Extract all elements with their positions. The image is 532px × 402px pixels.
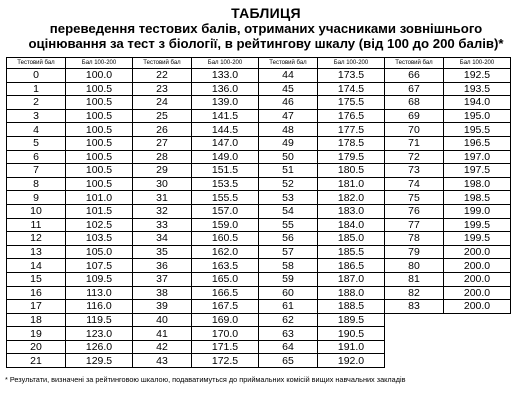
scaled-score-cell: 187.0: [318, 272, 385, 286]
table-row: [7, 354, 511, 368]
column-header-test-score: Тестовий бал: [133, 58, 192, 69]
table-row: [7, 245, 511, 259]
test-score-cell: 25: [133, 109, 192, 123]
scaled-score-cell: 102.5: [66, 218, 133, 232]
title-subtitle-line-2: оцінювання за тест з біології, в рейтингову шкалу (від 100 до 200 балів)*: [28, 36, 504, 51]
test-score-cell: 37: [133, 272, 192, 286]
scaled-score-cell: 169.0: [192, 313, 259, 327]
scaled-score-cell: 153.5: [192, 177, 259, 191]
test-score-cell: 26: [133, 123, 192, 137]
test-score-cell: 21: [7, 354, 66, 368]
scaled-score-cell: 194.0: [444, 96, 511, 110]
scaled-score-cell: 136.0: [192, 82, 259, 96]
scaled-score-cell: 100.5: [66, 136, 133, 150]
scaled-score-cell: 141.5: [192, 109, 259, 123]
scaled-score-cell: 119.5: [66, 313, 133, 327]
test-score-cell: 74: [385, 177, 444, 191]
scaled-score-cell: 180.5: [318, 164, 385, 178]
column-header-scaled-score: Бал 100-200: [192, 58, 259, 69]
scaled-score-cell: 165.0: [192, 272, 259, 286]
scaled-score-cell: 190.5: [318, 327, 385, 341]
conversion-table: [6, 57, 511, 368]
scaled-score-cell: 175.5: [318, 96, 385, 110]
test-score-cell: 79: [385, 245, 444, 259]
scaled-score-cell: 176.5: [318, 109, 385, 123]
test-score-cell: 33: [133, 218, 192, 232]
test-score-cell: 34: [133, 232, 192, 246]
empty-cell: [385, 327, 444, 341]
scaled-score-cell: 129.5: [66, 354, 133, 368]
scaled-score-cell: 195.5: [444, 123, 511, 137]
test-score-cell: 64: [259, 340, 318, 354]
test-score-cell: 69: [385, 109, 444, 123]
test-score-cell: 51: [259, 164, 318, 178]
test-score-cell: 70: [385, 123, 444, 137]
scaled-score-cell: 184.0: [318, 218, 385, 232]
test-score-cell: 16: [7, 286, 66, 300]
test-score-cell: 83: [385, 300, 444, 314]
empty-cell: [385, 313, 444, 327]
scaled-score-cell: 100.5: [66, 177, 133, 191]
scaled-score-cell: 100.0: [66, 69, 133, 83]
test-score-cell: 41: [133, 327, 192, 341]
scaled-score-cell: 186.5: [318, 259, 385, 273]
test-score-cell: 2: [7, 96, 66, 110]
test-score-cell: 7: [7, 164, 66, 178]
test-score-cell: 73: [385, 164, 444, 178]
scaled-score-cell: 172.5: [192, 354, 259, 368]
test-score-cell: 49: [259, 136, 318, 150]
scaled-score-cell: 178.5: [318, 136, 385, 150]
table-row: [7, 286, 511, 300]
empty-cell: [385, 354, 444, 368]
test-score-cell: 67: [385, 82, 444, 96]
column-header-scaled-score: Бал 100-200: [66, 58, 133, 69]
scaled-score-cell: 133.0: [192, 69, 259, 83]
column-header-scaled-score: Бал 100-200: [318, 58, 385, 69]
scaled-score-cell: 173.5: [318, 69, 385, 83]
test-score-cell: 80: [385, 259, 444, 273]
test-score-cell: 63: [259, 327, 318, 341]
table-row: [7, 218, 511, 232]
scaled-score-cell: 195.0: [444, 109, 511, 123]
test-score-cell: 81: [385, 272, 444, 286]
test-score-cell: 75: [385, 191, 444, 205]
table-row: [7, 300, 511, 314]
test-score-cell: 35: [133, 245, 192, 259]
test-score-cell: 44: [259, 69, 318, 83]
scaled-score-cell: 193.5: [444, 82, 511, 96]
test-score-cell: 53: [259, 191, 318, 205]
column-header-test-score: Тестовий бал: [7, 58, 66, 69]
scaled-score-cell: 174.5: [318, 82, 385, 96]
test-score-cell: 42: [133, 340, 192, 354]
test-score-cell: 66: [385, 69, 444, 83]
test-score-cell: 13: [7, 245, 66, 259]
scaled-score-cell: 189.5: [318, 313, 385, 327]
scaled-score-cell: 160.5: [192, 232, 259, 246]
scaled-score-cell: 163.5: [192, 259, 259, 273]
scaled-score-cell: 123.0: [66, 327, 133, 341]
test-score-cell: 8: [7, 177, 66, 191]
scaled-score-cell: 181.0: [318, 177, 385, 191]
scaled-score-cell: 100.5: [66, 150, 133, 164]
test-score-cell: 52: [259, 177, 318, 191]
test-score-cell: 59: [259, 272, 318, 286]
scaled-score-cell: 155.5: [192, 191, 259, 205]
test-score-cell: 50: [259, 150, 318, 164]
scaled-score-cell: 100.5: [66, 96, 133, 110]
column-header-scaled-score: Бал 100-200: [444, 58, 511, 69]
test-score-cell: 11: [7, 218, 66, 232]
scaled-score-cell: 100.5: [66, 82, 133, 96]
scaled-score-cell: 149.0: [192, 150, 259, 164]
document-title: [0, 6, 532, 51]
empty-cell: [444, 313, 511, 327]
scaled-score-cell: 177.5: [318, 123, 385, 137]
scaled-score-cell: 100.5: [66, 164, 133, 178]
empty-cell: [444, 327, 511, 341]
test-score-cell: 27: [133, 136, 192, 150]
table-row: [7, 96, 511, 110]
test-score-cell: 38: [133, 286, 192, 300]
table-row: [7, 123, 511, 137]
test-score-cell: 78: [385, 232, 444, 246]
table-row: [7, 191, 511, 205]
scaled-score-cell: 107.5: [66, 259, 133, 273]
scaled-score-cell: 188.5: [318, 300, 385, 314]
empty-cell: [444, 354, 511, 368]
scaled-score-cell: 199.5: [444, 232, 511, 246]
test-score-cell: 0: [7, 69, 66, 83]
test-score-cell: 19: [7, 327, 66, 341]
scaled-score-cell: 157.0: [192, 204, 259, 218]
table-row: [7, 259, 511, 273]
table-row: [7, 272, 511, 286]
table-row: [7, 109, 511, 123]
scaled-score-cell: 116.0: [66, 300, 133, 314]
table-row: [7, 232, 511, 246]
test-score-cell: 31: [133, 191, 192, 205]
table-row: [7, 177, 511, 191]
empty-cell: [385, 340, 444, 354]
scaled-score-cell: 182.0: [318, 191, 385, 205]
test-score-cell: 23: [133, 82, 192, 96]
test-score-cell: 68: [385, 96, 444, 110]
test-score-cell: 15: [7, 272, 66, 286]
scaled-score-cell: 183.0: [318, 204, 385, 218]
test-score-cell: 6: [7, 150, 66, 164]
test-score-cell: 40: [133, 313, 192, 327]
test-score-cell: 82: [385, 286, 444, 300]
test-score-cell: 48: [259, 123, 318, 137]
scaled-score-cell: 144.5: [192, 123, 259, 137]
table-row: [7, 313, 511, 327]
table-row: [7, 204, 511, 218]
table-row: [7, 150, 511, 164]
scaled-score-cell: 113.0: [66, 286, 133, 300]
table-row: [7, 82, 511, 96]
table-row: [7, 340, 511, 354]
test-score-cell: 71: [385, 136, 444, 150]
scaled-score-cell: 200.0: [444, 245, 511, 259]
scaled-score-cell: 200.0: [444, 259, 511, 273]
empty-cell: [444, 340, 511, 354]
test-score-cell: 12: [7, 232, 66, 246]
scaled-score-cell: 197.0: [444, 150, 511, 164]
scaled-score-cell: 191.0: [318, 340, 385, 354]
test-score-cell: 17: [7, 300, 66, 314]
test-score-cell: 29: [133, 164, 192, 178]
scaled-score-cell: 159.0: [192, 218, 259, 232]
scaled-score-cell: 200.0: [444, 272, 511, 286]
scaled-score-cell: 196.5: [444, 136, 511, 150]
test-score-cell: 55: [259, 218, 318, 232]
test-score-cell: 1: [7, 82, 66, 96]
test-score-cell: 36: [133, 259, 192, 273]
scaled-score-cell: 139.0: [192, 96, 259, 110]
scaled-score-cell: 170.0: [192, 327, 259, 341]
scaled-score-cell: 198.5: [444, 191, 511, 205]
scaled-score-cell: 126.0: [66, 340, 133, 354]
scaled-score-cell: 105.0: [66, 245, 133, 259]
scaled-score-cell: 200.0: [444, 300, 511, 314]
scaled-score-cell: 109.5: [66, 272, 133, 286]
scaled-score-cell: 100.5: [66, 123, 133, 137]
test-score-cell: 14: [7, 259, 66, 273]
test-score-cell: 30: [133, 177, 192, 191]
test-score-cell: 56: [259, 232, 318, 246]
column-header-test-score: Тестовий бал: [259, 58, 318, 69]
scaled-score-cell: 192.0: [318, 354, 385, 368]
test-score-cell: 39: [133, 300, 192, 314]
test-score-cell: 54: [259, 204, 318, 218]
test-score-cell: 3: [7, 109, 66, 123]
scaled-score-cell: 198.0: [444, 177, 511, 191]
table-body: [7, 69, 511, 368]
test-score-cell: 28: [133, 150, 192, 164]
test-score-cell: 18: [7, 313, 66, 327]
scaled-score-cell: 147.0: [192, 136, 259, 150]
test-score-cell: 61: [259, 300, 318, 314]
table-row: [7, 69, 511, 83]
scaled-score-cell: 185.0: [318, 232, 385, 246]
scaled-score-cell: 179.5: [318, 150, 385, 164]
test-score-cell: 62: [259, 313, 318, 327]
test-score-cell: 60: [259, 286, 318, 300]
scaled-score-cell: 171.5: [192, 340, 259, 354]
column-header-test-score: Тестовий бал: [385, 58, 444, 69]
test-score-cell: 20: [7, 340, 66, 354]
title-heading: ТАБЛИЦЯ: [231, 5, 301, 21]
scaled-score-cell: 192.5: [444, 69, 511, 83]
scaled-score-cell: 101.5: [66, 204, 133, 218]
test-score-cell: 76: [385, 204, 444, 218]
test-score-cell: 46: [259, 96, 318, 110]
test-score-cell: 32: [133, 204, 192, 218]
title-subtitle-line-1: переведення тестових балів, отриманих учасниками зовнішнього: [49, 21, 483, 36]
test-score-cell: 10: [7, 204, 66, 218]
test-score-cell: 72: [385, 150, 444, 164]
test-score-cell: 77: [385, 218, 444, 232]
test-score-cell: 58: [259, 259, 318, 273]
scaled-score-cell: 166.5: [192, 286, 259, 300]
test-score-cell: 65: [259, 354, 318, 368]
test-score-cell: 43: [133, 354, 192, 368]
scaled-score-cell: 185.5: [318, 245, 385, 259]
scaled-score-cell: 103.5: [66, 232, 133, 246]
table-row: [7, 136, 511, 150]
scaled-score-cell: 188.0: [318, 286, 385, 300]
test-score-cell: 22: [133, 69, 192, 83]
scaled-score-cell: 100.5: [66, 109, 133, 123]
scaled-score-cell: 101.0: [66, 191, 133, 205]
scaled-score-cell: 199.5: [444, 218, 511, 232]
table-header-row: [7, 58, 511, 69]
test-score-cell: 9: [7, 191, 66, 205]
test-score-cell: 47: [259, 109, 318, 123]
scaled-score-cell: 200.0: [444, 286, 511, 300]
test-score-cell: 5: [7, 136, 66, 150]
table-row: [7, 164, 511, 178]
footnote: * Результати, визначені за рейтинговою шкалою, подаватимуться до приймальних комісій вищих навчальних закладів: [5, 375, 406, 384]
test-score-cell: 4: [7, 123, 66, 137]
scaled-score-cell: 162.0: [192, 245, 259, 259]
scaled-score-cell: 151.5: [192, 164, 259, 178]
test-score-cell: 24: [133, 96, 192, 110]
scaled-score-cell: 167.5: [192, 300, 259, 314]
scaled-score-cell: 197.5: [444, 164, 511, 178]
table-row: [7, 327, 511, 341]
test-score-cell: 57: [259, 245, 318, 259]
scaled-score-cell: 199.0: [444, 204, 511, 218]
test-score-cell: 45: [259, 82, 318, 96]
